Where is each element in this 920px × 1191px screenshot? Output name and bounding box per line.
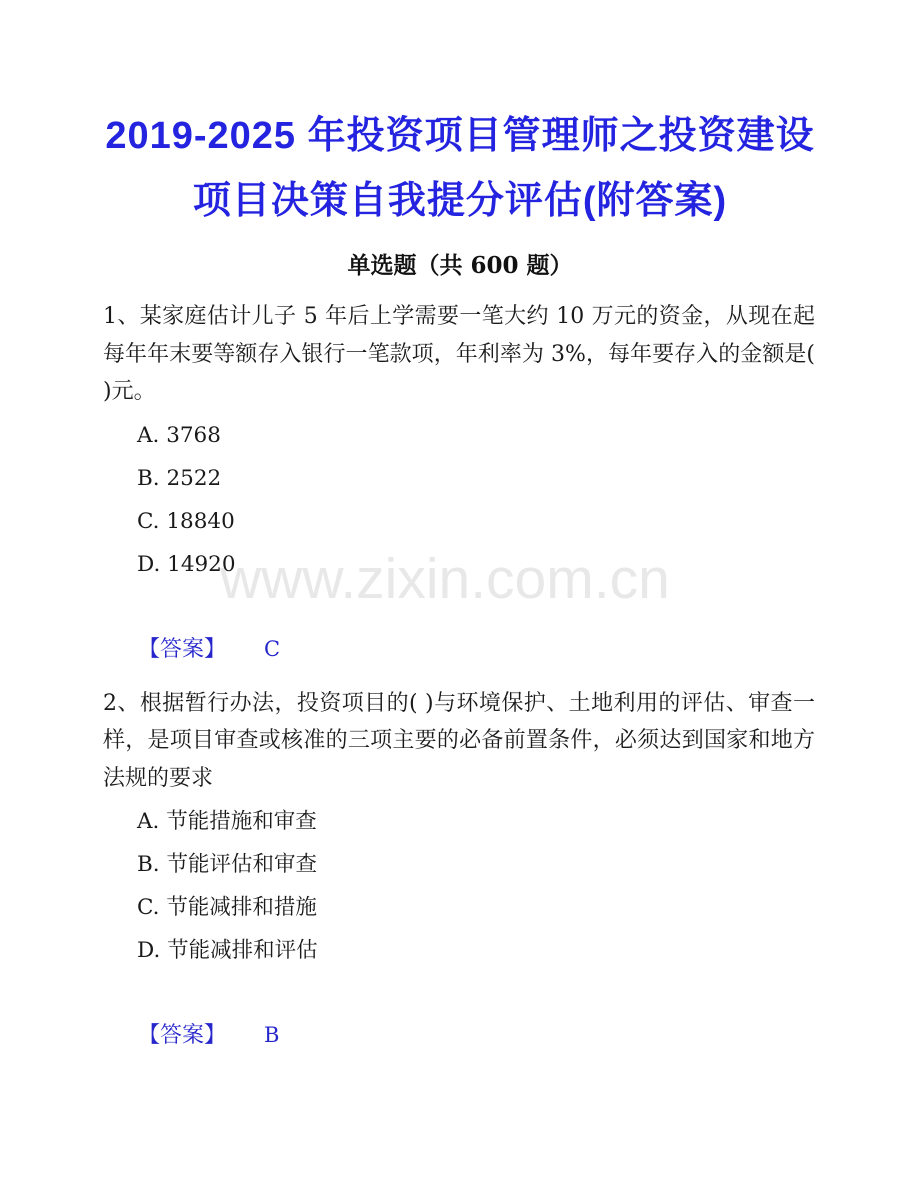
- question-1: [0, 298, 920, 663]
- question-2-answer-value: B: [264, 1023, 280, 1047]
- question-1-option-a: A. 3768: [137, 422, 221, 448]
- question-1-option-d: D. 14920: [137, 551, 236, 577]
- question-2-options: [0, 800, 920, 972]
- page-title: [0, 104, 920, 234]
- question-1-answer-row: [138, 636, 920, 663]
- question-1-options: [0, 414, 920, 586]
- page-title-line-1: 2019-2025 年投资项目管理师之投资建设: [105, 115, 815, 157]
- question-1-text: 1、某家庭估计儿子 5 年后上学需要一笔大约 10 万元的资金，从现在起每年年末要等额存入银行一笔款项，年利率为 3%，每年要存入的金额是( )元。: [103, 304, 815, 404]
- question-1-option-c: C. 18840: [137, 508, 235, 534]
- question-2-answer-row: [138, 1022, 920, 1049]
- question-1-answer-value: C: [264, 636, 281, 661]
- question-2: [0, 685, 920, 1050]
- question-2-option-d: D. 节能减排和评估: [137, 938, 318, 963]
- answer-label: 【答案】: [138, 636, 227, 662]
- document-content: [0, 104, 920, 1049]
- question-2-option-a: A. 节能措施和审查: [137, 809, 317, 834]
- answer-label: 【答案】: [138, 1023, 227, 1048]
- question-2-option-c: C. 节能减排和措施: [137, 895, 317, 920]
- question-1-option-b: B. 2522: [137, 465, 222, 491]
- question-2-text: 2、根据暂行办法，投资项目的( )与环境保护、土地利用的评估、审查一样，是项目审查或核准的三项主要的必备前置条件，必须达到国家和地方法规的要求: [103, 690, 815, 791]
- watermark: www.zixin.com.cn: [220, 547, 670, 611]
- section-header: 单选题（共 600 题）: [347, 252, 573, 279]
- question-2-option-b: B. 节能评估和审查: [137, 852, 317, 877]
- page-title-line-2: 项目决策自我提分评估(附答案): [192, 180, 728, 222]
